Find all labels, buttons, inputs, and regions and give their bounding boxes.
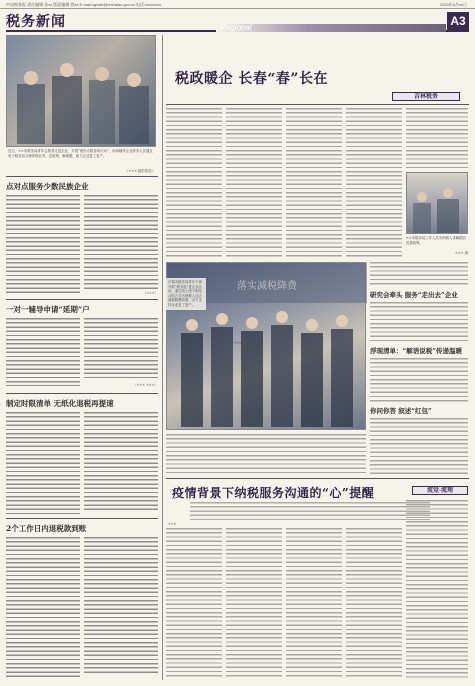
article-byline: （×××）	[142, 291, 158, 295]
article-title: 2个工作日内退税款到账	[6, 524, 87, 533]
divider	[6, 299, 158, 300]
center-photo-caption: 长春市税务局青年干部开展“税务蓝”进企业活动，通过线上线下相结合的方式为纳税人送去减税降费政策，全力支持企业复工复产。	[166, 278, 206, 310]
right-small-photo-caption: ××市税务局工作人员为纳税人讲解税收优惠政策。	[406, 236, 466, 245]
bottom-body-col	[286, 528, 342, 678]
photo-illustration	[407, 173, 469, 235]
divider	[166, 104, 469, 105]
bottom-lead	[190, 502, 430, 520]
top-left-photo	[6, 35, 156, 147]
top-left-photo-credit: （××× 摄影报道）	[125, 169, 155, 173]
column-rule	[162, 35, 163, 680]
photo-illustration	[7, 36, 157, 148]
main-body-col	[166, 108, 222, 258]
page-number-badge: A3	[447, 12, 469, 30]
main-body-col	[226, 108, 282, 258]
center-photo-credit: ××× 摄	[233, 341, 246, 345]
bottom-body-col	[166, 528, 222, 678]
main-headline: 税政暖企 长春“春”长在	[175, 71, 328, 87]
main-body-col	[406, 108, 468, 168]
main-body-col	[286, 108, 342, 258]
masthead-topbar	[0, 0, 475, 9]
main-body-tail	[166, 434, 366, 474]
article-body-col	[84, 412, 158, 512]
section-header	[6, 10, 469, 32]
topbar-date: 2020年4月xx日	[439, 2, 467, 7]
topbar-left-text: 中国税务报 责任编辑 张xx 版面编辑 徐xx E-mail:zgswb@chinatax.gov.cn 电话:xxxxxxxx	[6, 2, 162, 7]
bottom-body-col	[346, 528, 402, 678]
brief-title: 你问你答 叙述“红包”	[370, 407, 432, 415]
article-byline: （××× ×××）	[133, 383, 158, 387]
article-body-col	[6, 537, 80, 677]
main-column-tag: 吉林税务	[392, 92, 460, 101]
article-body-col	[84, 318, 158, 378]
article-body-col	[6, 318, 80, 386]
bottom-byline: ×××	[168, 522, 177, 526]
article-body-col	[6, 195, 80, 293]
article-body-col	[84, 537, 158, 673]
bottom-headline: 疫情背景下纳税服务沟通的“心”提醒	[172, 486, 375, 500]
brief-body	[370, 358, 468, 402]
brief-title: 浮现清单：“解语说税”传递温暖	[370, 347, 462, 355]
top-left-photo-caption: 近日，××市税务局青年志愿者走进企业，开展“便民办税春风行动”，现场辅导企业财务人员通过电子税务局办理涉税业务，送政策、解难题，助力企业复工复产。	[8, 149, 153, 158]
brief-body	[370, 418, 468, 474]
right-small-photo	[406, 172, 468, 234]
article-body-col	[6, 412, 80, 514]
article-title: 点对点服务少数民族企业	[6, 182, 89, 191]
divider	[6, 176, 158, 177]
brief-body	[370, 262, 468, 286]
divider	[6, 393, 158, 394]
article-title: 制定时限清单 无纸化退税再提速	[6, 399, 114, 408]
regional-banner: Regional	[216, 24, 446, 32]
main-body-col	[346, 108, 402, 258]
bottom-body-col	[406, 500, 468, 678]
right-small-photo-credit: ××× 摄	[455, 251, 468, 255]
bottom-body-col	[226, 528, 282, 678]
divider	[6, 518, 158, 519]
divider	[166, 478, 469, 479]
brief-body	[370, 302, 468, 342]
brief-title: 研究会牵头 服务“走出去”企业	[370, 291, 458, 299]
bottom-column-tag: 流觉·流理	[412, 486, 468, 495]
article-body-col	[84, 195, 158, 289]
article-title: 一对一辅导申请“延期”户	[6, 305, 90, 314]
svg-text:落实减税降费: 落实减税降费	[237, 281, 297, 292]
section-title: 税务新闻	[6, 14, 66, 30]
